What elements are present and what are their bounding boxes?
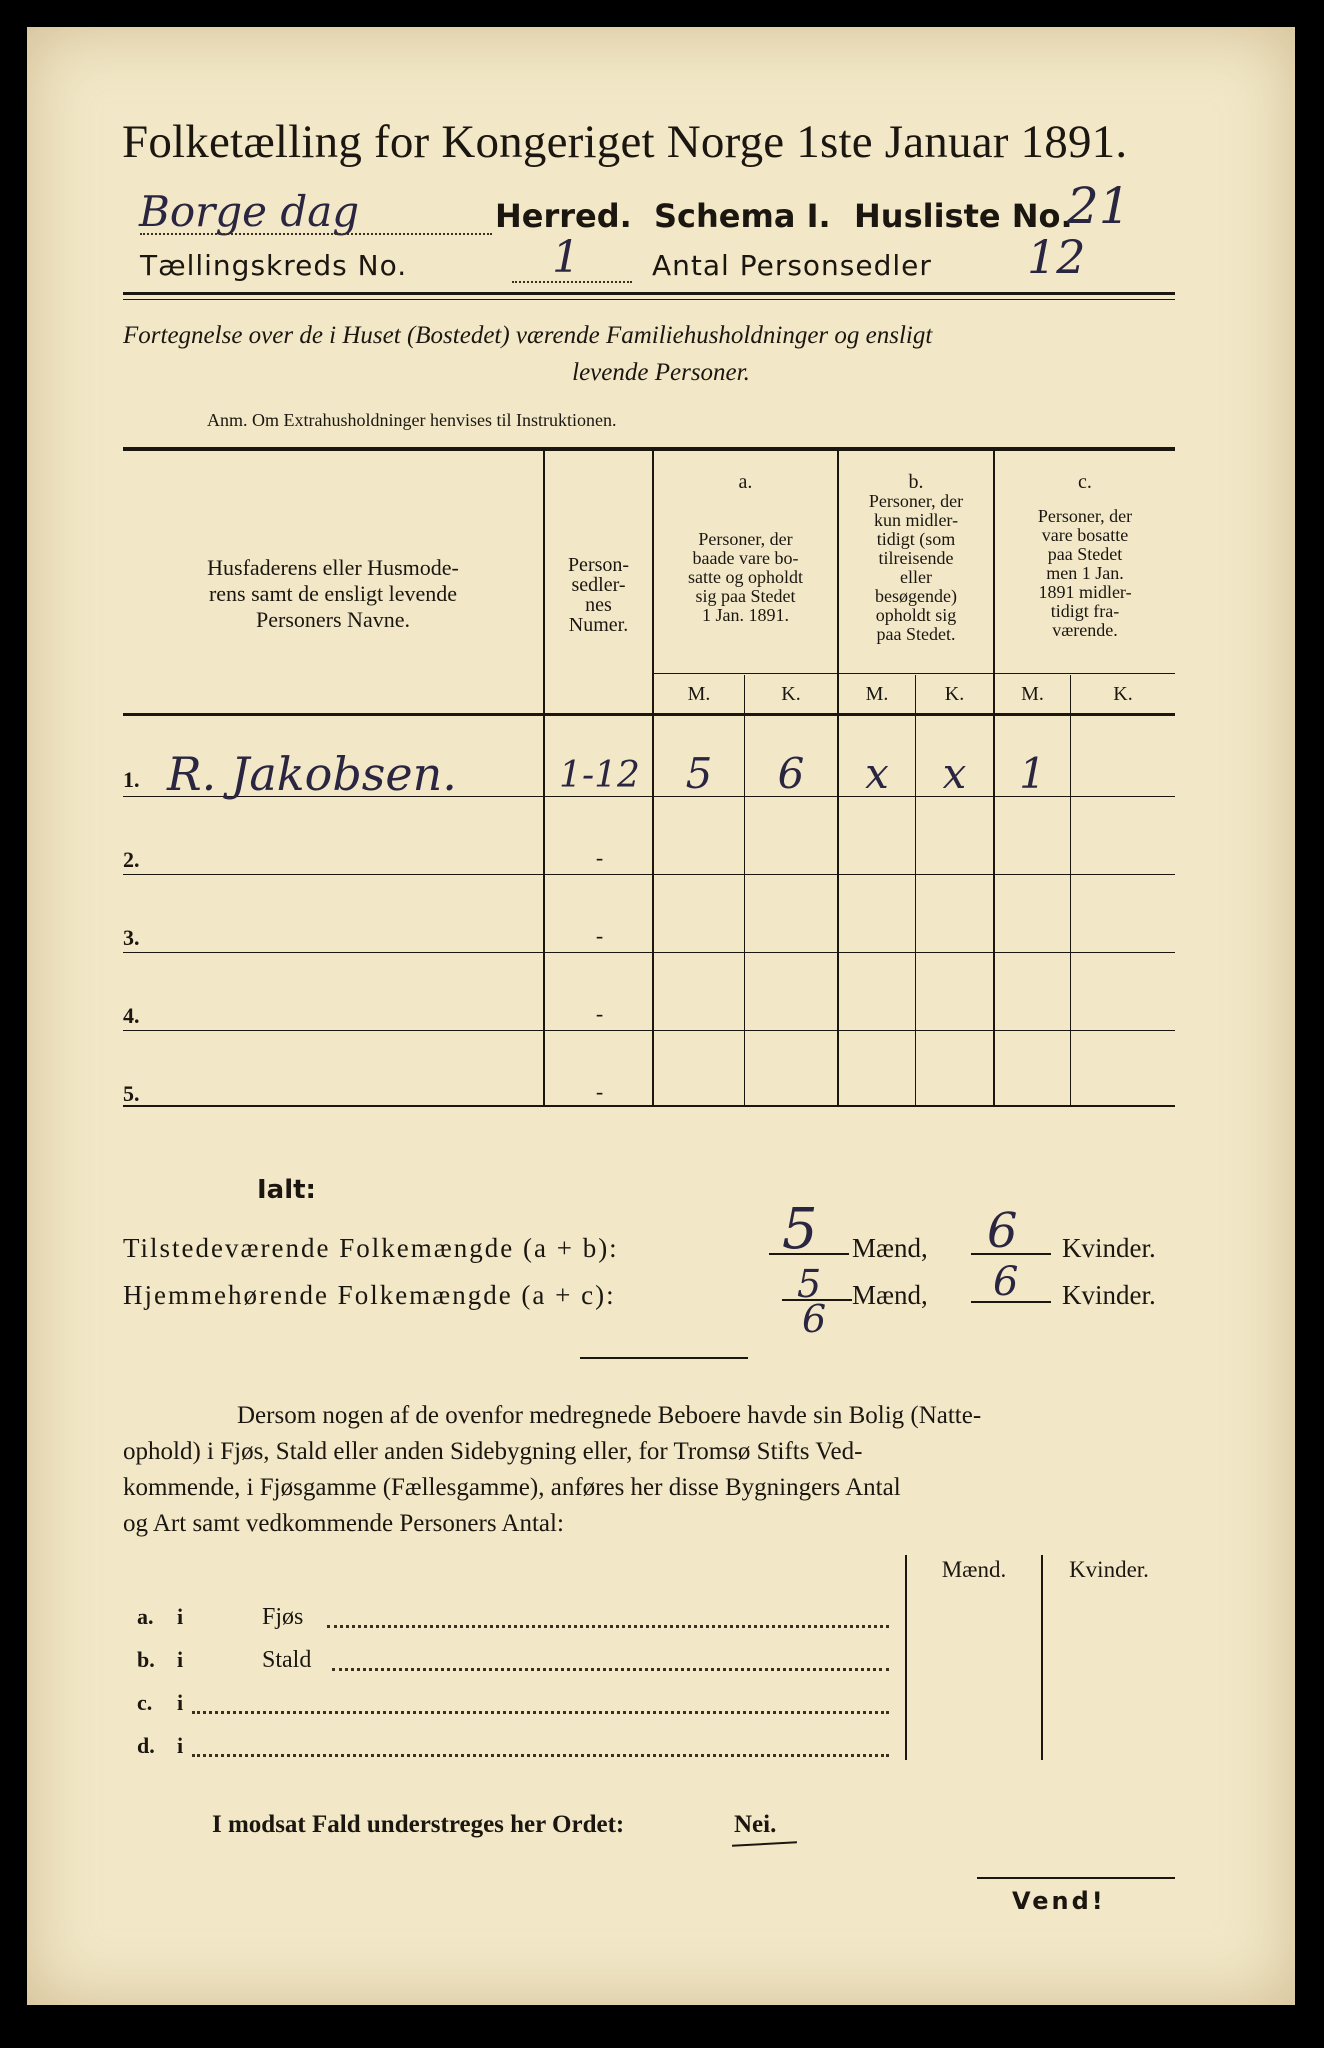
buildings-kvinder-header: Kvinder.: [1069, 1557, 1149, 1582]
building-c-prep: i: [177, 1690, 184, 1715]
row-2-num: -: [595, 845, 604, 870]
tilstede-maend-value: 5: [782, 1197, 818, 1262]
anm-note: Anm. Om Extrahusholdninger henvises til Instruktionen.: [207, 410, 617, 430]
building-d-dots: [192, 1754, 889, 1757]
form-title: Folketælling for Kongeriget Norge 1ste Januar 1891.: [122, 116, 1128, 168]
row-4-number: 4.: [123, 1003, 140, 1028]
hjemme-maend-value: 5: [797, 1262, 822, 1306]
row-1-b-k: x: [942, 749, 967, 798]
col-c-letter: c.: [1078, 471, 1092, 493]
header-divider-thin: [123, 299, 1175, 300]
c-k-label: K.: [1113, 683, 1133, 705]
intro-line-1: Fortegnelse over de i Huset (Bostedet) værende Familiehusholdninger og ensligt: [123, 322, 933, 349]
buildings-para-2: ophold) i Fjøs, Stald eller anden Sidebygning eller, for Tromsø Stifts Ved-: [123, 1438, 863, 1465]
husliste-number: 21: [1067, 177, 1131, 235]
building-b-letter: b.: [137, 1647, 155, 1672]
husliste-label: Husliste No.: [854, 197, 1073, 235]
col-a-letter: a.: [738, 471, 753, 493]
row-1-c-m: 1: [1019, 749, 1046, 798]
buildings-para-1: Dersom nogen af de ovenfor medregnede Beboere havde sin Bolig (Natte-: [237, 1402, 982, 1429]
col-num-header: Person- sedler- nes Numer.: [567, 554, 630, 636]
col-b-letter: b.: [908, 471, 924, 493]
row-1-name: R. Jakobsen.: [167, 747, 457, 801]
herred-label: Herred.: [495, 197, 632, 235]
taellingskreds-label: Tællingskreds No.: [140, 249, 408, 282]
intro-line-2: levende Personer.: [572, 359, 750, 386]
col-rule-c-mk: [1070, 675, 1071, 1106]
row-5-number: 5.: [123, 1081, 140, 1106]
table-bottom-rule: [123, 1105, 1175, 1107]
buildings-col-rule-2: [1041, 1555, 1043, 1760]
modsat-text: I modsat Fald understreges her Ordet:: [212, 1811, 625, 1838]
building-a-dots: [327, 1625, 889, 1628]
vend-label: Vend!: [1012, 1887, 1106, 1915]
hjemme-maend-word: Mænd,: [852, 1280, 928, 1310]
building-a-letter: a.: [137, 1604, 154, 1629]
table-header-bottom-rule: [123, 713, 1175, 716]
hjemme-label: Hjemmehørende Folkemængde (a + c):: [123, 1280, 616, 1310]
col-rule-a-mk: [744, 675, 745, 1106]
nei-word: Nei.: [734, 1811, 777, 1838]
col-c-header: Personer, der vare bosatte paa Stedet men 1 Jan. 1891 midler- tidigt fra- værende.: [1037, 506, 1133, 640]
row-1-num: 1-12: [559, 755, 640, 796]
tilstede-maend-line: [769, 1253, 849, 1255]
building-c-dots: [192, 1711, 889, 1714]
tilstede-kvinder-value: 6: [987, 1203, 1018, 1259]
row-3-number: 3.: [123, 925, 140, 950]
row-1-number: 1.: [123, 767, 140, 792]
building-c-letter: c.: [137, 1690, 153, 1715]
col-rule-b-mk: [915, 675, 916, 1106]
row-rule-3: [123, 952, 1175, 953]
row-3-num: -: [595, 923, 604, 948]
vend-rule: [977, 1877, 1175, 1879]
a-m-label: M.: [687, 683, 711, 705]
antal-label: Antal Personsedler: [652, 249, 932, 282]
building-b-prep: i: [177, 1647, 184, 1672]
b-m-label: M.: [865, 683, 889, 705]
row-rule-4: [123, 1030, 1175, 1031]
building-a-label: Fjøs: [262, 1604, 304, 1630]
schema-label: Schema I.: [654, 197, 831, 235]
buildings-col-rule-1: [905, 1555, 907, 1760]
col-rule-name: [543, 451, 545, 1106]
b-k-label: K.: [944, 683, 965, 705]
building-a-prep: i: [177, 1604, 184, 1629]
hjemme-kvinder-value: 6: [993, 1259, 1019, 1305]
herred-dotted-line: [140, 233, 492, 235]
buildings-para-3: kommende, i Fjøsgamme (Fællesgamme), anføres her disse Bygningers Antal: [123, 1474, 901, 1501]
building-b-label: Stald: [262, 1647, 312, 1673]
taellingskreds-number: 1: [552, 232, 580, 283]
row-4-num: -: [595, 1001, 604, 1026]
buildings-maend-header: Mænd.: [941, 1557, 1007, 1582]
hjemme-kvinder-word: Kvinder.: [1062, 1280, 1156, 1310]
row-5-num: -: [595, 1079, 604, 1104]
herred-name-handwritten: Borge dag: [139, 187, 360, 236]
tilstede-label: Tilstedeværende Folkemængde (a + b):: [123, 1233, 619, 1263]
row-1-a-k: 6: [777, 749, 805, 798]
tilstede-kvinder-word: Kvinder.: [1062, 1233, 1156, 1263]
mk-header-rule: [654, 673, 1175, 674]
census-form: [27, 27, 1295, 2005]
header-divider-thick: [123, 292, 1175, 295]
taellingskreds-dotted-line: [512, 281, 632, 283]
row-1-a-m: 5: [685, 749, 713, 798]
c-m-label: M.: [1021, 683, 1044, 705]
a-k-label: K.: [781, 683, 801, 705]
hjemme-maend-sub: 6: [802, 1297, 827, 1341]
building-b-dots: [332, 1668, 889, 1671]
ialt-label: Ialt:: [257, 1175, 316, 1205]
antal-number: 12: [1027, 230, 1086, 284]
hjemme-kvinder-line: [971, 1301, 1051, 1303]
tilstede-maend-word: Mænd,: [852, 1233, 928, 1263]
row-1-b-m: x: [865, 749, 889, 798]
building-d-letter: d.: [137, 1733, 155, 1758]
building-d-prep: i: [177, 1733, 184, 1758]
nei-underline: [732, 1841, 797, 1846]
row-2-number: 2.: [123, 847, 140, 872]
col-b-header: Personer, der kun midler- tidigt (som tilreisende eller besøgende) opholdt sig paa Stedet.: [868, 491, 964, 644]
col-a-header: Personer, der baade vare bo- satte og opholdt sig paa Stedet 1 Jan. 1891.: [688, 529, 803, 625]
buildings-para-4: og Art samt vedkommende Personers Antal:: [123, 1510, 564, 1537]
table-top-rule: [123, 447, 1175, 451]
section-divider: [580, 1357, 748, 1359]
tilstede-kvinder-line: [971, 1253, 1051, 1255]
col-name-header: Husfaderens eller Husmode- rens samt de ensligt levende Personers Navne.: [207, 555, 459, 632]
row-rule-2: [123, 874, 1175, 875]
